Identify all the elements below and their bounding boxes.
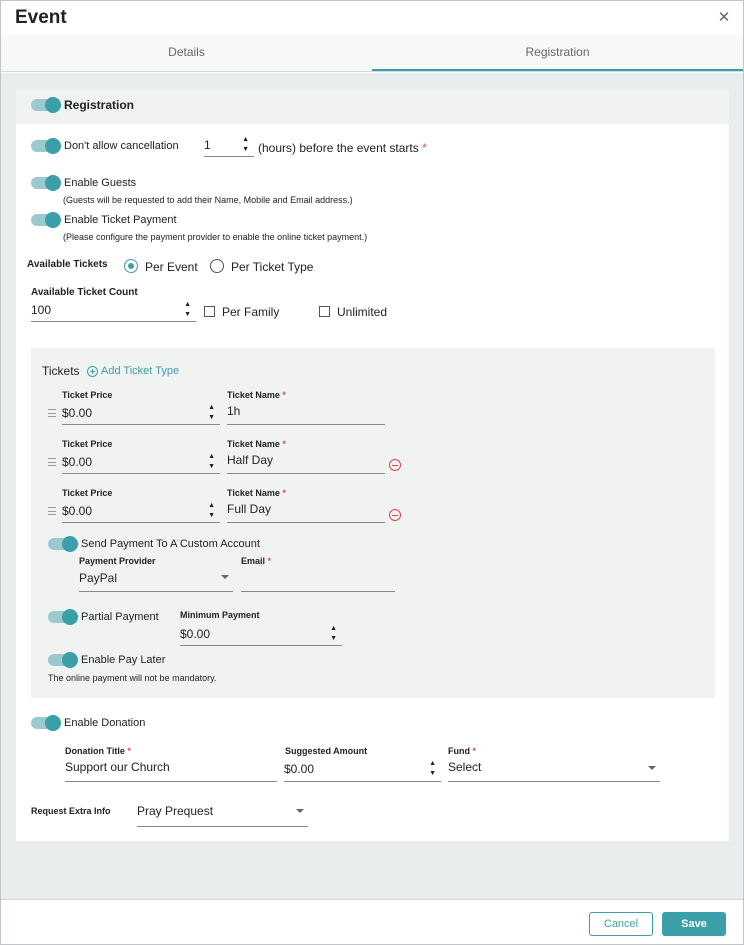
ticket-name-value: Full Day — [227, 502, 272, 516]
close-icon[interactable]: ✕ — [717, 9, 731, 26]
required-marker: * — [282, 488, 286, 498]
required-marker: * — [282, 439, 286, 449]
fund-select[interactable] — [448, 758, 660, 782]
fund-value: Select — [448, 760, 482, 774]
tab-details[interactable]: Details — [168, 45, 205, 59]
cancel-hours-value: 1 — [204, 138, 211, 152]
stepper-icon[interactable]: ▲ ▼ — [429, 760, 436, 777]
partial-payment-label: Partial Payment — [81, 611, 159, 623]
pay-later-toggle[interactable] — [48, 654, 76, 666]
fund-label-text: Fund — [448, 746, 470, 756]
tickets-panel — [31, 348, 715, 698]
enable-guests-label: Enable Guests — [64, 177, 137, 189]
ticket-price-input[interactable] — [62, 403, 220, 425]
ticket-price-value: $0.00 — [62, 504, 93, 518]
ticket-name-label — [227, 488, 286, 498]
pay-later-note: The online payment will not be mandatory. — [48, 673, 217, 683]
tab-bar — [1, 35, 743, 72]
unlimited-checkbox[interactable] — [319, 306, 330, 317]
ticket-name-value: 1h — [227, 404, 241, 418]
toggle-knob — [45, 175, 61, 191]
enable-ticket-payment-toggle[interactable] — [31, 214, 59, 226]
toggle-knob — [45, 212, 61, 228]
toggle-knob — [45, 97, 61, 113]
enable-guests-toggle[interactable] — [31, 177, 59, 189]
ticket-price-label: Ticket Price — [62, 488, 113, 498]
per-event-label: Per Event — [145, 260, 198, 274]
request-extra-info-select[interactable] — [137, 801, 308, 827]
ticket-price-label: Ticket Price — [62, 439, 113, 449]
drag-handle-icon[interactable] — [48, 507, 56, 515]
cancel-hours-suffix — [258, 141, 427, 155]
ticket-name-label-text: Ticket Name — [227, 488, 280, 498]
tab-registration[interactable]: Registration — [372, 35, 743, 71]
email-label-text: Email — [241, 556, 266, 566]
save-button[interactable]: Save — [662, 912, 726, 936]
toggle-knob — [62, 609, 78, 625]
chevron-down-icon — [221, 575, 229, 579]
minimum-payment-input[interactable] — [180, 624, 342, 646]
enable-donation-toggle[interactable] — [31, 717, 59, 729]
donation-title-label-text: Donation Title — [65, 746, 125, 756]
minimum-payment-value: $0.00 — [180, 627, 211, 641]
custom-account-label: Send Payment To A Custom Account — [81, 538, 260, 550]
add-circle-icon[interactable] — [87, 366, 98, 377]
stepper-icon[interactable]: ▲ ▼ — [208, 404, 215, 421]
partial-payment-toggle[interactable] — [48, 611, 76, 623]
stepper-icon[interactable]: ▲ ▼ — [242, 136, 249, 153]
ticket-name-label — [227, 390, 286, 400]
ticket-price-input[interactable] — [62, 452, 220, 474]
per-ticket-type-radio[interactable] — [210, 259, 224, 273]
remove-circle-icon[interactable] — [389, 509, 401, 521]
stepper-icon[interactable]: ▲ ▼ — [330, 625, 337, 642]
registration-heading: Registration — [64, 98, 135, 112]
ticket-price-input[interactable] — [62, 501, 220, 523]
ticket-price-label: Ticket Price — [62, 390, 113, 400]
pay-later-label: Enable Pay Later — [81, 654, 166, 666]
custom-account-toggle[interactable] — [48, 538, 76, 550]
guests-note: (Guests will be requested to add their Name, Mobile and Email address.) — [63, 195, 353, 205]
stepper-icon[interactable]: ▲ ▼ — [184, 301, 191, 318]
ticket-name-value: Half Day — [227, 453, 274, 467]
toggle-knob — [62, 652, 78, 668]
toggle-knob — [45, 138, 61, 154]
email-input[interactable] — [241, 568, 395, 592]
chevron-down-icon — [648, 766, 656, 770]
required-marker: * — [267, 556, 272, 566]
per-family-label: Per Family — [222, 305, 280, 319]
drag-handle-icon[interactable] — [48, 458, 56, 466]
dont-allow-cancellation-toggle[interactable] — [31, 140, 59, 152]
required-marker: * — [282, 390, 286, 400]
cancel-hours-input[interactable] — [204, 135, 254, 157]
ticket-price-value: $0.00 — [62, 406, 93, 420]
donation-title-value: Support our Church — [65, 760, 170, 774]
donation-title-input[interactable] — [65, 758, 277, 782]
ticket-name-input[interactable] — [227, 452, 385, 474]
request-extra-info-value: Pray Prequest — [137, 804, 214, 818]
unlimited-label: Unlimited — [337, 305, 388, 319]
chevron-down-icon — [296, 809, 304, 813]
ticket-payment-note: (Please configure the payment provider to enable the online ticket payment.) — [63, 232, 368, 242]
available-ticket-count-label: Available Ticket Count — [31, 287, 138, 298]
available-tickets-label: Available Tickets — [27, 259, 108, 270]
remove-circle-icon[interactable] — [389, 459, 401, 471]
tickets-label: Tickets — [42, 364, 80, 378]
enable-donation-label: Enable Donation — [64, 717, 146, 729]
per-event-radio[interactable] — [124, 259, 138, 273]
ticket-name-input[interactable] — [227, 403, 385, 425]
cancel-button[interactable]: Cancel — [589, 912, 653, 936]
required-marker: * — [422, 141, 427, 155]
dont-allow-cancellation-label: Don't allow cancellation — [64, 140, 179, 152]
cancel-suffix-text: (hours) before the event starts — [258, 141, 419, 155]
suggested-amount-label: Suggested Amount — [285, 746, 368, 756]
ticket-price-value: $0.00 — [62, 455, 93, 469]
add-ticket-type-link[interactable]: Add Ticket Type — [101, 365, 180, 377]
fund-label — [448, 746, 476, 756]
ticket-name-label-text: Ticket Name — [227, 390, 280, 400]
per-ticket-type-label: Per Ticket Type — [231, 260, 314, 274]
suggested-amount-input[interactable] — [284, 759, 441, 782]
required-marker: * — [472, 746, 477, 756]
dialog-title: Event — [15, 7, 67, 28]
stepper-icon[interactable]: ▲ ▼ — [208, 453, 215, 470]
enable-ticket-payment-label: Enable Ticket Payment — [64, 214, 177, 226]
toggle-knob — [62, 536, 78, 552]
ticket-name-input[interactable] — [227, 501, 385, 523]
per-family-checkbox[interactable] — [204, 306, 215, 317]
stepper-icon[interactable]: ▲ ▼ — [208, 502, 215, 519]
payment-provider-value: PayPal — [79, 571, 118, 585]
ticket-name-label — [227, 439, 286, 449]
ticket-name-label-text: Ticket Name — [227, 439, 280, 449]
available-ticket-count-value: 100 — [31, 303, 52, 317]
registration-toggle[interactable] — [31, 99, 59, 111]
required-marker: * — [127, 746, 131, 756]
payment-provider-label: Payment Provider — [79, 556, 156, 566]
minimum-payment-label: Minimum Payment — [180, 610, 260, 620]
drag-handle-icon[interactable] — [48, 409, 56, 417]
suggested-amount-value: $0.00 — [284, 762, 315, 776]
payment-provider-select[interactable] — [79, 568, 233, 592]
donation-title-label — [65, 746, 131, 756]
request-extra-info-label: Request Extra Info — [31, 806, 111, 816]
email-label — [241, 556, 271, 566]
available-ticket-count-input[interactable] — [31, 300, 196, 322]
toggle-knob — [45, 715, 61, 731]
